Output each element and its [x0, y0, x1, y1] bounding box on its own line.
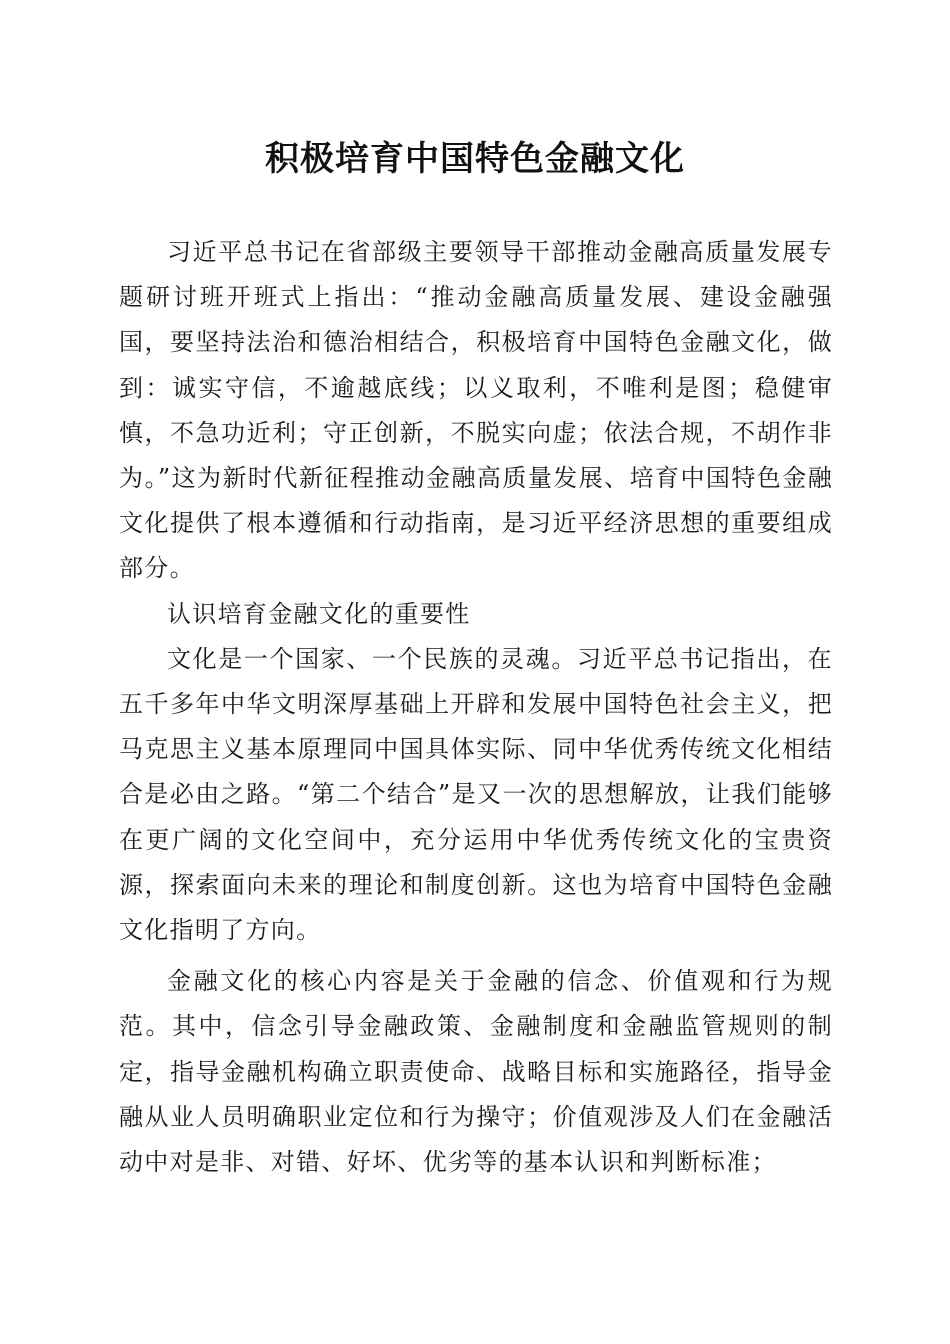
paragraph-culture: 文化是一个国家、一个民族的灵魂。习近平总书记指出，在五千多年中华文明深厚基础上开辟和发展中国特色社会主义，把马克思主义基本原理同中国具体实际、同中华优秀传统文化相结合是必由之路。“第二个结合”是又一次的思想解放，让我们能够在更广阔的文化空间中，充分运用中华优秀传统文化的宝贵资源，探索面向未来的理论和制度创新。这也为培育中国特色金融文化指明了方向。 [119, 644, 833, 945]
document-body [119, 230, 833, 1185]
paragraph-intro: 习近平总书记在省部级主要领导干部推动金融高质量发展专题研讨班开班式上指出：“推动金融高质量发展、建设金融强国，要坚持法治和德治相结合，积极培育中国特色金融文化，做到：诚实守信，不逾越底线；以义取利，不唯利是图；稳健审慎，不急功近利；守正创新，不脱实向虚；依法合规，不胡作非为。”这为新时代新征程推动金融高质量发展、培育中国特色金融文化提供了根本遵循和行动指南，是习近平经济思想的重要组成部分。 [119, 238, 833, 583]
paragraph-core-content: 金融文化的核心内容是关于金融的信念、价值观和行为规范。其中，信念引导金融政策、金融制度和金融监管规则的制定，指导金融机构确立职责使命、战略目标和实施路径，指导金融从业人员明确职业定位和行为操守；价值观涉及人们在金融活动中对是非、对错、好坏、优劣等的基本认识和判断标准； [119, 967, 833, 1177]
document-title: 积极培育中国特色金融文化 [265, 139, 685, 179]
section-heading: 认识培育金融文化的重要性 [167, 599, 471, 628]
